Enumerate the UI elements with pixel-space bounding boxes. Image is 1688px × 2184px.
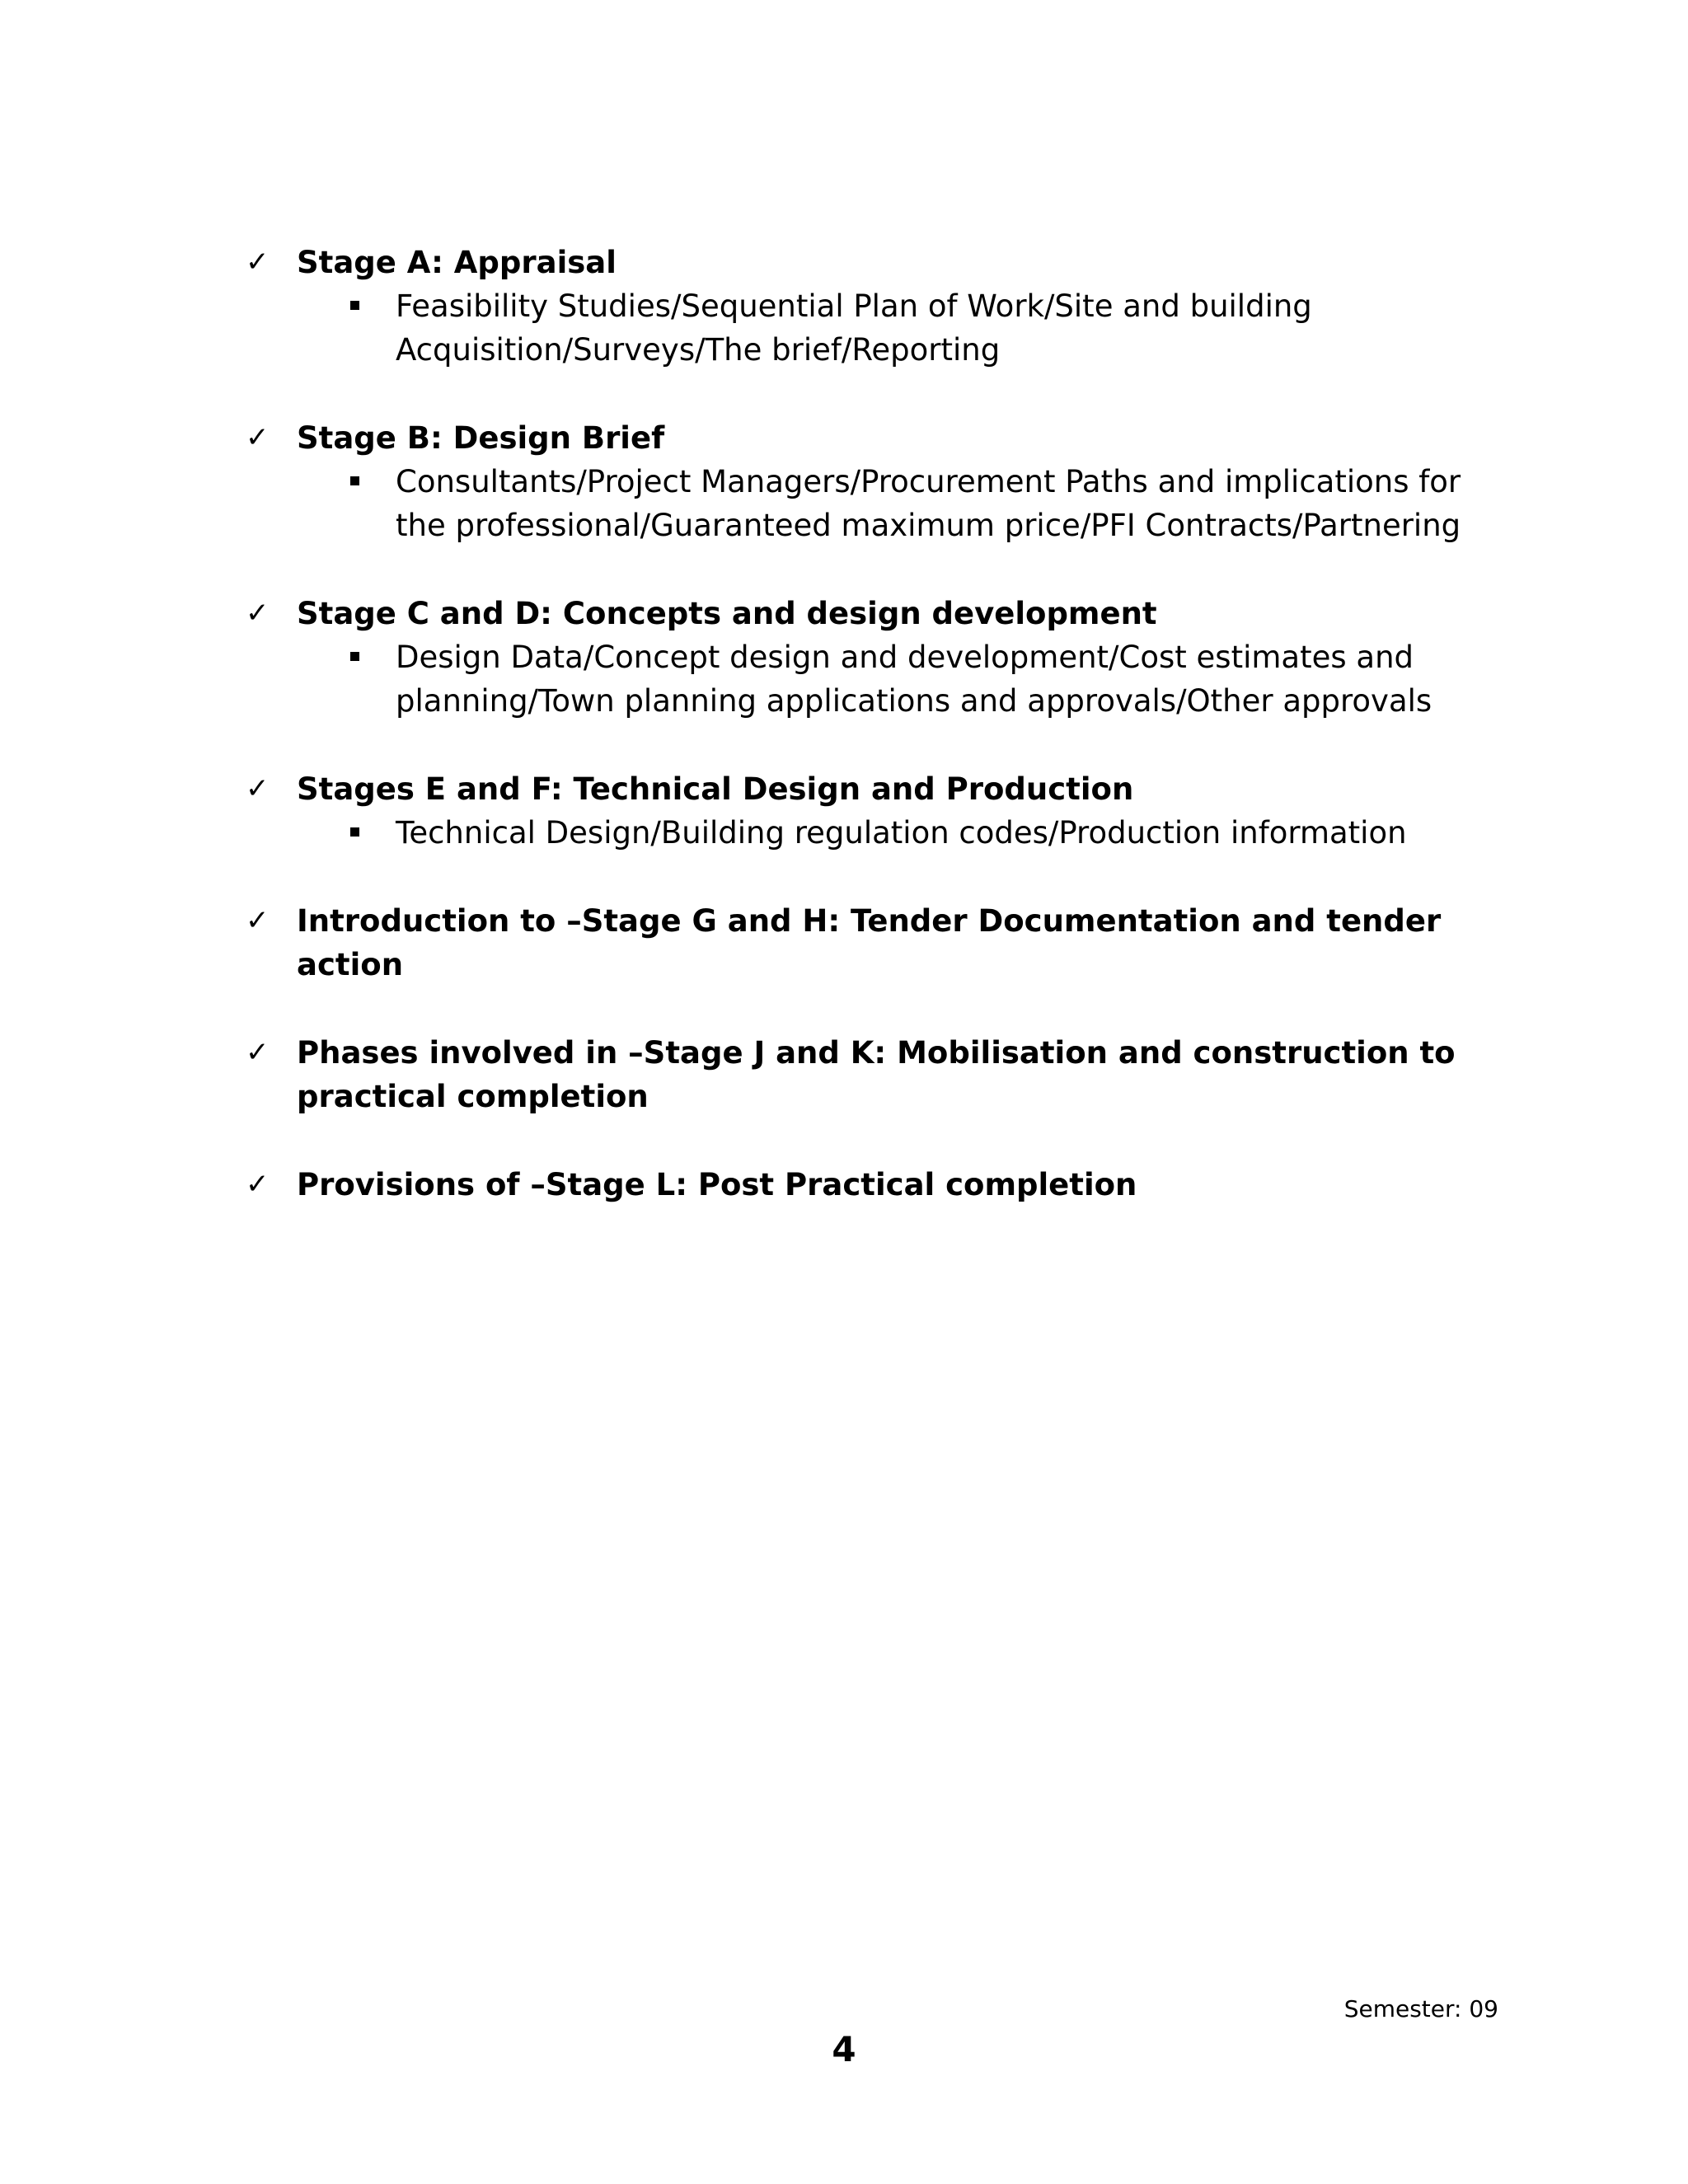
sub-item [246,284,1498,372]
square-bullet-icon [350,301,359,310]
stage-title: Stage A: Appraisal [297,245,617,280]
checkmark-icon: ✓ [246,597,270,630]
checkmark-icon: ✓ [246,904,270,937]
square-bullet-icon [350,476,359,485]
sub-item-list [246,635,1498,723]
checkmark-icon: ✓ [246,421,270,454]
stage-title: Phases involved in –Stage J and K: Mobilisation and construction to practical completion [297,1035,1456,1114]
stage-heading [246,767,1498,811]
stage-heading [246,592,1498,635]
semester-label: Semester: 09 [1343,1995,1498,2022]
sub-item-text: Feasibility Studies/Sequential Plan of Work/Site and building Acquisition/Surveys/The brief/Reporting [396,288,1312,368]
sub-item-text: Design Data/Concept design and development/Cost estimates and planning/Town planning applications and approvals/Other approvals [396,640,1432,719]
square-bullet-icon [350,827,359,837]
stage-b [246,416,1498,547]
stage-title: Stage B: Design Brief [297,420,665,456]
stage-title: Introduction to –Stage G and H: Tender Documentation and tender action [297,903,1442,982]
sub-item-list [246,811,1498,855]
checkmark-icon: ✓ [246,1168,270,1201]
sub-item-text: Consultants/Project Managers/Procurement Paths and implications for the professional/Guaranteed maximum price/PFI Contracts/Partnering [396,464,1461,543]
stage-list [246,241,1498,1251]
checkmark-icon: ✓ [246,772,270,805]
checkmark-icon: ✓ [246,1036,270,1069]
sub-item [246,635,1498,723]
square-bullet-icon [350,652,359,661]
sub-item-list [246,284,1498,372]
stage-heading [246,899,1498,987]
stage-heading [246,241,1498,284]
stage-title: Stages E and F: Technical Design and Production [297,771,1134,807]
stage-heading [246,1163,1498,1207]
stage-title: Provisions of –Stage L: Post Practical completion [297,1167,1137,1202]
stage-title: Stage C and D: Concepts and design development [297,596,1157,631]
stage-g-h [246,899,1498,987]
stage-c-d [246,592,1498,723]
stage-e-f [246,767,1498,855]
stage-j-k [246,1031,1498,1118]
checkmark-icon: ✓ [246,246,270,279]
sub-item-list [246,460,1498,547]
stage-a [246,241,1498,372]
sub-item-text: Technical Design/Building regulation codes/Production information [396,815,1407,851]
stage-l [246,1163,1498,1207]
sub-item [246,811,1498,855]
stage-heading [246,1031,1498,1118]
sub-item [246,460,1498,547]
page-number: 4 [832,2029,856,2069]
stage-heading [246,416,1498,460]
